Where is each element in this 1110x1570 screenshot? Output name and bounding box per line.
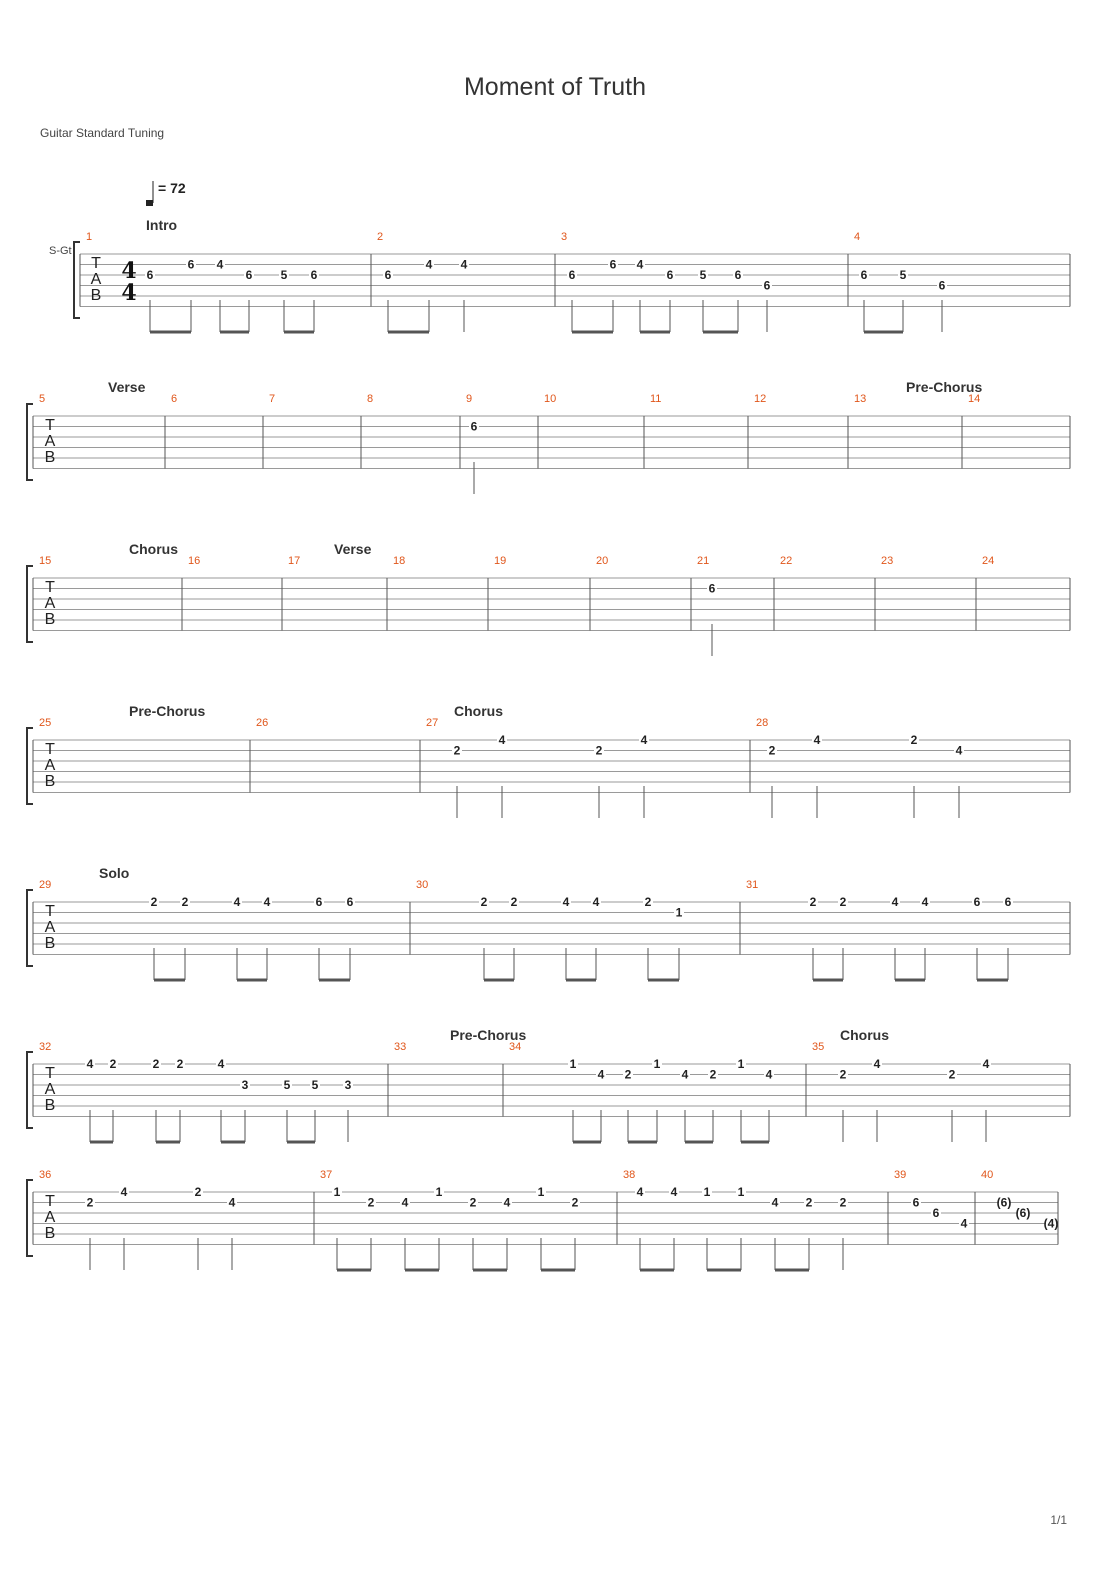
measure-number: 31 (746, 879, 759, 891)
fret-number: 1 (435, 1185, 443, 1199)
section-label: Pre-Chorus (129, 703, 206, 719)
fret-number: 2 (948, 1067, 956, 1082)
fret-number: 2 (510, 895, 518, 909)
fret-number: (4) (1043, 1216, 1059, 1231)
tab-clef-letter: A (44, 1081, 56, 1098)
fret-number: 6 (932, 1206, 940, 1220)
fret-number: 4 (921, 895, 929, 909)
fret-number: 4 (670, 1185, 678, 1199)
measure-number: 34 (509, 1041, 522, 1053)
fret-number: 6 (470, 419, 478, 434)
fret-number: 4 (425, 257, 433, 272)
fret-number: 1 (569, 1057, 577, 1071)
tab-system (27, 865, 1070, 980)
measure-number: 9 (466, 393, 473, 405)
fret-number: 2 (181, 895, 189, 909)
fret-number: 3 (344, 1078, 352, 1092)
song-title: Moment of Truth (463, 73, 647, 101)
fret-number: 2 (194, 1185, 202, 1199)
tempo-marking: = 72 (158, 180, 186, 196)
measure-number: 8 (367, 393, 374, 405)
fret-number: 6 (187, 257, 195, 272)
system-bracket (27, 1180, 33, 1256)
time-signature-bottom: 4 (121, 280, 137, 306)
measure-number: 2 (377, 231, 384, 243)
fret-number: 6 (708, 581, 716, 596)
measure-number: 28 (756, 717, 769, 729)
fret-number: 2 (176, 1057, 184, 1071)
fret-number: 4 (498, 733, 506, 747)
tempo-note-icon (146, 200, 153, 206)
fret-number: 2 (109, 1057, 117, 1071)
fret-number: 1 (675, 905, 683, 920)
measure-number: 23 (881, 555, 894, 567)
measure-number: 16 (188, 555, 201, 567)
tab-system (27, 1027, 1070, 1142)
tab-clef-letter: B (44, 611, 56, 628)
fret-number: 2 (709, 1067, 717, 1082)
fret-number: 6 (860, 268, 868, 282)
fret-number: 1 (653, 1057, 661, 1071)
measure-number: 26 (256, 717, 269, 729)
fret-number: 2 (86, 1195, 94, 1210)
fret-number: 4 (960, 1216, 968, 1231)
fret-number: 2 (805, 1195, 813, 1210)
fret-number: 4 (263, 895, 271, 909)
fret-number: 4 (86, 1057, 94, 1071)
section-label: Chorus (840, 1027, 889, 1043)
fret-number: 4 (503, 1195, 511, 1210)
tab-clef-letter: B (44, 773, 56, 790)
fret-number: 4 (228, 1195, 236, 1210)
section-label: Chorus (129, 541, 178, 557)
fret-number: 2 (150, 895, 158, 909)
measure-number: 29 (39, 879, 52, 891)
fret-number: 5 (283, 1078, 291, 1092)
measure-number: 5 (39, 393, 46, 405)
measure-number: 7 (269, 393, 276, 405)
system-bracket (74, 242, 80, 318)
measure-number: 22 (780, 555, 793, 567)
fret-number: 3 (241, 1078, 249, 1092)
measure-number: 27 (426, 717, 439, 729)
section-label: Intro (146, 217, 178, 233)
section-label: Verse (334, 541, 372, 557)
fret-number: 4 (891, 895, 899, 909)
fret-number: 1 (333, 1185, 341, 1199)
measure-number: 30 (416, 879, 429, 891)
fret-number: 4 (120, 1185, 128, 1199)
measure-number: 36 (39, 1169, 52, 1181)
measure-number: 19 (494, 555, 507, 567)
measure-number: 12 (754, 393, 767, 405)
fret-number: 5 (311, 1078, 319, 1092)
system-bracket (27, 1052, 33, 1128)
fret-number: 6 (734, 268, 742, 282)
tuning-label: Guitar Standard Tuning (40, 126, 165, 140)
fret-number: 2 (367, 1195, 375, 1210)
measure-number: 6 (171, 393, 178, 405)
fret-number: 2 (480, 895, 488, 909)
tab-clef-letter: T (45, 903, 55, 920)
measure-number: 17 (288, 555, 301, 567)
fret-number: 6 (1004, 895, 1012, 909)
fret-number: 4 (681, 1067, 689, 1082)
tab-clef-letter: A (44, 1209, 56, 1226)
system-bracket (27, 728, 33, 804)
fret-number: 2 (595, 743, 603, 758)
fret-number: 5 (699, 268, 707, 282)
measure-number: 25 (39, 717, 52, 729)
tab-system (74, 217, 1070, 332)
measure-number: 21 (697, 555, 710, 567)
fret-number: 4 (982, 1057, 990, 1071)
fret-number: 2 (910, 733, 918, 747)
system-bracket (27, 890, 33, 966)
tab-clef-letter: A (44, 433, 56, 450)
measure-number: 32 (39, 1041, 52, 1053)
instrument-label: S-Gt (49, 245, 72, 257)
fret-number: 2 (571, 1195, 579, 1210)
fret-number: (6) (1015, 1206, 1031, 1220)
systems-layer (27, 180, 1070, 1270)
measure-number: 3 (561, 231, 568, 243)
fret-number: 6 (973, 895, 981, 909)
fret-number: 4 (636, 1185, 644, 1199)
fret-number: 1 (537, 1185, 545, 1199)
tab-clef-letter: A (90, 271, 102, 288)
fret-number: (6) (996, 1195, 1012, 1210)
section-label: Pre-Chorus (450, 1027, 527, 1043)
fret-number: 6 (245, 268, 253, 282)
measure-number: 40 (981, 1169, 994, 1181)
tab-system (27, 703, 1070, 818)
fret-number: 4 (460, 257, 468, 272)
measure-number: 39 (894, 1169, 907, 1181)
fret-number: 2 (839, 1067, 847, 1082)
fret-number: 2 (152, 1057, 160, 1071)
tab-clef-letter: T (45, 1193, 55, 1210)
fret-number: 4 (233, 895, 241, 909)
fret-number: 5 (280, 268, 288, 282)
fret-number: 1 (737, 1185, 745, 1199)
fret-number: 6 (384, 268, 392, 282)
measure-number: 18 (393, 555, 406, 567)
measure-number: 13 (854, 393, 867, 405)
measure-number: 20 (596, 555, 609, 567)
fret-number: 6 (346, 895, 354, 909)
measure-number: 15 (39, 555, 52, 567)
page-number: 1/1 (1050, 1513, 1067, 1527)
fret-number: 2 (624, 1067, 632, 1082)
tab-clef-letter: A (44, 919, 56, 936)
fret-number: 4 (217, 1057, 225, 1071)
time-signature-top: 4 (121, 258, 137, 284)
fret-number: 4 (873, 1057, 881, 1071)
fret-number: 4 (597, 1067, 605, 1082)
measure-number: 24 (982, 555, 995, 567)
fret-number: 4 (592, 895, 600, 909)
fret-number: 2 (469, 1195, 477, 1210)
measure-number: 14 (968, 393, 981, 405)
tab-system (27, 1169, 1058, 1270)
fret-number: 4 (636, 257, 644, 272)
fret-number: 2 (768, 743, 776, 758)
fret-number: 4 (216, 257, 224, 272)
tab-clef-letter: B (90, 287, 102, 304)
tab-clef-letter: A (44, 757, 56, 774)
measure-number: 1 (86, 231, 93, 243)
measure-number: 37 (320, 1169, 333, 1181)
fret-number: 6 (938, 278, 946, 293)
measure-number: 11 (650, 393, 662, 405)
fret-number: 6 (315, 895, 323, 909)
fret-number: 4 (813, 733, 821, 747)
fret-number: 4 (562, 895, 570, 909)
tab-clef-letter: T (45, 741, 55, 758)
section-label: Chorus (454, 703, 503, 719)
fret-number: 4 (771, 1195, 779, 1210)
fret-number: 6 (310, 268, 318, 282)
fret-number: 2 (839, 1195, 847, 1210)
fret-number: 6 (568, 268, 576, 282)
tab-clef-letter: B (44, 1097, 56, 1114)
tab-clef-letter: T (45, 579, 55, 596)
fret-number: 4 (955, 743, 963, 758)
tab-clef-letter: B (44, 449, 56, 466)
section-label: Solo (99, 865, 130, 881)
tab-clef-letter: T (91, 255, 101, 272)
fret-number: 2 (644, 895, 652, 909)
section-label: Verse (108, 379, 146, 395)
fret-number: 6 (763, 278, 771, 293)
tab-clef-letter: T (45, 417, 55, 434)
measure-number: 33 (394, 1041, 407, 1053)
tab-clef-letter: A (44, 595, 56, 612)
measure-number: 35 (812, 1041, 825, 1053)
fret-number: 2 (809, 895, 817, 909)
fret-number: 6 (609, 257, 617, 272)
fret-number: 5 (899, 268, 907, 282)
tab-clef-letter: T (45, 1065, 55, 1082)
fret-number: 1 (737, 1057, 745, 1071)
fret-number: 2 (453, 743, 461, 758)
fret-number: 4 (640, 733, 648, 747)
fret-number: 4 (401, 1195, 409, 1210)
system-bracket (27, 566, 33, 642)
tab-clef-letter: B (44, 1225, 56, 1242)
system-bracket (27, 404, 33, 480)
fret-number: 6 (146, 268, 154, 282)
measure-number: 4 (854, 231, 861, 243)
tab-clef-letter: B (44, 935, 56, 952)
fret-number: 2 (839, 895, 847, 909)
measure-number: 38 (623, 1169, 636, 1181)
tab-system (27, 379, 1070, 494)
fret-number: 4 (765, 1067, 773, 1082)
fret-number: 6 (912, 1195, 920, 1210)
section-label: Pre-Chorus (906, 379, 983, 395)
fret-number: 6 (666, 268, 674, 282)
tab-system (27, 541, 1070, 656)
measure-number: 10 (544, 393, 557, 405)
fret-number: 1 (703, 1185, 711, 1199)
